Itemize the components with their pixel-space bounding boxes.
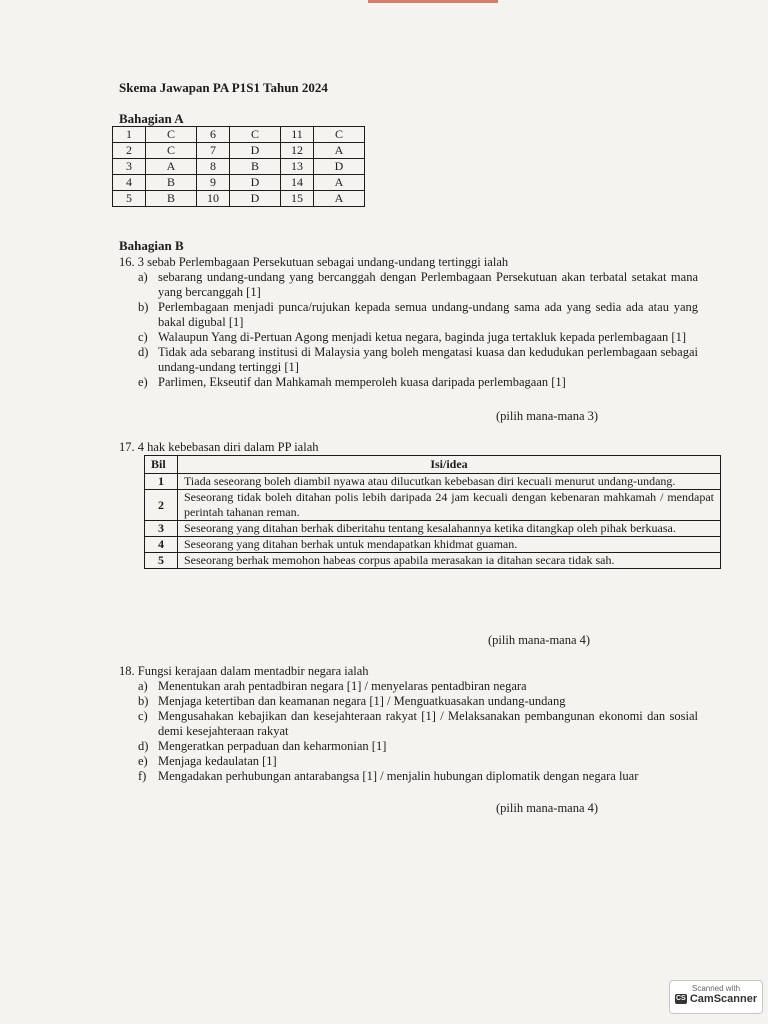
question-number: 15	[281, 191, 314, 207]
item-marker: e)	[138, 375, 148, 389]
question-number: 2	[113, 143, 146, 159]
answer-letter: D	[230, 143, 281, 159]
answer-letter: D	[230, 191, 281, 207]
question-17-note: (pilih mana-mana 4)	[488, 633, 591, 647]
watermark-line-1: Scanned with	[691, 984, 741, 993]
question-number: 7	[197, 143, 230, 159]
watermark-line-2: CamScanner	[689, 993, 758, 1005]
item-marker: c)	[138, 709, 148, 723]
answer-item	[138, 330, 698, 345]
rights-table-header	[145, 456, 721, 474]
item-text: sebarang undang-undang yang bercanggah dengan Perlembagaan Persekutuan akan terbatal setakat mana yang bercanggah [1]	[158, 270, 698, 299]
section-a-heading: Bahagian A	[119, 111, 184, 126]
row-number: 2	[145, 490, 178, 521]
row-number: 4	[145, 537, 178, 553]
row-number: 1	[145, 474, 178, 490]
question-16-lead: 16. 3 sebab Perlembagaan Persekutuan sebagai undang-undang tertinggi ialah	[119, 255, 509, 269]
answer-item	[138, 709, 698, 739]
question-number: 1	[113, 127, 146, 143]
item-marker: d)	[138, 739, 149, 753]
camscanner-watermark	[669, 980, 763, 1014]
answer-letter: B	[146, 191, 197, 207]
rights-row	[145, 553, 721, 569]
answer-letter: A	[314, 175, 365, 191]
question-number: 11	[281, 127, 314, 143]
answer-item	[138, 375, 698, 390]
row-text: Seseorang berhak memohon habeas corpus apabila merasakan ia ditahan secara tidak sah.	[178, 553, 721, 569]
question-16-answers	[119, 270, 698, 390]
answer-item	[138, 769, 698, 784]
answer-item	[138, 345, 698, 375]
answer-item	[138, 679, 698, 694]
item-marker: f)	[138, 769, 147, 783]
rights-row	[145, 521, 721, 537]
item-text: Walaupun Yang di-Pertuan Agong menjadi ketua negara, baginda juga tertakluk kepada perlembagaan [1]	[158, 330, 686, 344]
rights-row	[145, 474, 721, 490]
row-number: 3	[145, 521, 178, 537]
question-17-lead: 17. 4 hak kebebasan diri dalam PP ialah	[119, 440, 319, 454]
answer-item	[138, 300, 698, 330]
document-title: Skema Jawapan PA P1S1 Tahun 2024	[119, 80, 328, 95]
top-edge-mark	[368, 0, 498, 3]
answer-letter: B	[146, 175, 197, 191]
camscanner-logo-icon: CS	[675, 995, 686, 1002]
question-18	[119, 664, 698, 784]
answer-row	[113, 159, 365, 175]
answer-letter: C	[146, 127, 197, 143]
item-marker: b)	[138, 694, 149, 708]
row-text: Seseorang tidak boleh ditahan polis lebih daripada 24 jam kecuali dengan kebenaran mahkamah / mendapat perintah tahanan reman.	[178, 490, 721, 521]
rights-row	[145, 490, 721, 521]
item-text: Parlimen, Ekseutif dan Mahkamah memperoleh kuasa daripada perlembagaan [1]	[158, 375, 566, 389]
question-number: 9	[197, 175, 230, 191]
item-text: Menentukan arah pentadbiran negara [1] / menyelaras pentadbiran negara	[158, 679, 527, 693]
question-number: 8	[197, 159, 230, 175]
question-number: 3	[113, 159, 146, 175]
answer-letter: D	[230, 175, 281, 191]
question-number: 12	[281, 143, 314, 159]
question-18-lead: 18. Fungsi kerajaan dalam mentadbir negara ialah	[119, 664, 369, 678]
question-number: 10	[197, 191, 230, 207]
answer-letter: A	[146, 159, 197, 175]
item-text: Mengadakan perhubungan antarabangsa [1] / menjalin hubungan diplomatik dengan negara luar	[158, 769, 639, 783]
answer-letter: B	[230, 159, 281, 175]
answer-letter: D	[314, 159, 365, 175]
rights-row	[145, 537, 721, 553]
item-marker: b)	[138, 300, 149, 314]
item-marker: a)	[138, 270, 148, 284]
row-text: Tiada seseorang boleh diambil nyawa atau dilucutkan kebebasan diri kecuali menurut undang-undang.	[178, 474, 721, 490]
row-number: 5	[145, 553, 178, 569]
section-b-heading: Bahagian B	[119, 238, 184, 253]
question-number: 5	[113, 191, 146, 207]
item-marker: d)	[138, 345, 149, 359]
question-17	[119, 440, 319, 455]
answer-item	[138, 754, 698, 769]
item-text: Menjaga kedaulatan [1]	[158, 754, 277, 768]
item-marker: e)	[138, 754, 148, 768]
answer-item	[138, 739, 698, 754]
question-number: 4	[113, 175, 146, 191]
question-18-answers	[119, 679, 698, 784]
item-marker: a)	[138, 679, 148, 693]
answer-letter: A	[314, 191, 365, 207]
answer-table-section-a	[112, 126, 365, 207]
answer-row	[113, 191, 365, 207]
item-text: Tidak ada sebarang institusi di Malaysia yang boleh mengatasi kuasa dan kedudukan perlembagaan sebagai undang-undang tertinggi [1]	[158, 345, 698, 374]
question-number: 6	[197, 127, 230, 143]
answer-letter: C	[314, 127, 365, 143]
answer-item	[138, 270, 698, 300]
answer-letter: C	[146, 143, 197, 159]
answer-letter: A	[314, 143, 365, 159]
answer-row	[113, 127, 365, 143]
question-16	[119, 255, 698, 390]
item-text: Perlembagaan menjadi punca/rujukan kepada semua undang-undang sama ada yang sedia ada atau yang bakal digubal [1]	[158, 300, 698, 329]
column-header-bil: Bil	[145, 456, 178, 474]
column-header-isi: Isi/idea	[178, 456, 721, 474]
item-text: Mengeratkan perpaduan dan keharmonian [1]	[158, 739, 387, 753]
item-text: Menjaga ketertiban dan keamanan negara [1] / Menguatkuasakan undang-undang	[158, 694, 566, 708]
question-16-note: (pilih mana-mana 3)	[496, 409, 599, 423]
item-marker: c)	[138, 330, 148, 344]
question-number: 13	[281, 159, 314, 175]
answer-row	[113, 175, 365, 191]
rights-table	[144, 455, 721, 569]
answer-row	[113, 143, 365, 159]
answer-item	[138, 694, 698, 709]
item-text: Mengusahakan kebajikan dan kesejahteraan rakyat [1] / Melaksanakan pembangunan ekonomi dan sosial demi kesejahteraan rakyat	[158, 709, 698, 738]
question-18-note: (pilih mana-mana 4)	[496, 801, 599, 815]
question-number: 14	[281, 175, 314, 191]
row-text: Seseorang yang ditahan berhak untuk mendapatkan khidmat guaman.	[178, 537, 721, 553]
row-text: Seseorang yang ditahan berhak diberitahu tentang kesalahannya ketika ditangkap oleh pihak berkuasa.	[178, 521, 721, 537]
answer-letter: C	[230, 127, 281, 143]
